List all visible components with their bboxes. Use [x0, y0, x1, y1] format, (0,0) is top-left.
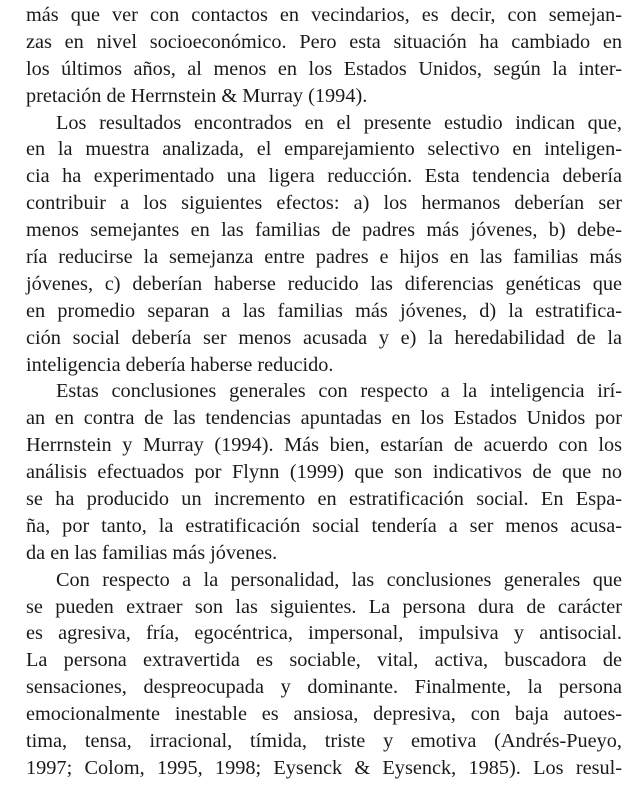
paragraph-4	[26, 567, 622, 782]
text-line: es agresiva, fría, egocéntrica, impersonal, impulsiva y antisocial.	[26, 622, 622, 645]
text-line: sensaciones, despreocupada y dominante. Finalmente, la persona	[26, 676, 622, 699]
document-page	[26, 2, 622, 782]
text-line: ción social debería ser menos acusada y e) la heredabilidad de la	[26, 326, 622, 349]
text-line: 1997; Colom, 1995, 1998; Eysenck & Eysenck, 1985). Los resul-	[26, 756, 622, 779]
text-line: ña, por tanto, la estratificación social tendería a ser menos acusa-	[26, 514, 622, 537]
text-line: an en contra de las tendencias apuntadas en los Estados Unidos por	[26, 407, 622, 430]
paragraph-1	[26, 2, 622, 110]
text-line: en la muestra analizada, el emparejamiento selectivo en inteligen-	[26, 138, 622, 161]
text-line: los últimos años, al menos en los Estados Unidos, según la inter-	[26, 57, 622, 80]
text-line: inteligencia debería haberse reducido.	[26, 353, 334, 376]
paragraph-3	[26, 378, 622, 566]
text-line: da en las familias más jóvenes.	[26, 541, 278, 564]
text-line: contribuir a los siguientes efectos: a) los hermanos deberían ser	[26, 192, 622, 215]
text-line: análisis efectuados por Flynn (1999) que son indicativos de que no	[26, 461, 622, 484]
text-line: Con respecto a la personalidad, las conclusiones generales que	[56, 568, 622, 591]
text-line: ría reducirse la semejanza entre padres e hijos en las familias más	[26, 246, 622, 269]
text-line: se ha producido un incremento en estratificación social. En Espa-	[26, 488, 622, 511]
text-line: cia ha experimentado una ligera reducción. Esta tendencia debería	[26, 165, 622, 188]
text-line: La persona extravertida es sociable, vital, activa, buscadora de	[26, 649, 622, 672]
text-line: zas en nivel socioeconómico. Pero esta situación ha cambiado en	[26, 30, 622, 53]
text-line: menos semejantes en las familias de padres más jóvenes, b) debe-	[26, 219, 622, 242]
paragraph-2	[26, 110, 622, 379]
text-line: pretación de Herrnstein & Murray (1994).	[26, 84, 368, 107]
text-line: se pueden extraer son las siguientes. La persona dura de carácter	[26, 595, 622, 618]
text-line: Estas conclusiones generales con respecto a la inteligencia irí-	[56, 380, 622, 403]
text-line: tima, tensa, irracional, tímida, triste y emotiva (Andrés-Pueyo,	[26, 730, 622, 753]
text-line: emocionalmente inestable es ansiosa, depresiva, con baja autoes-	[26, 703, 622, 726]
text-line: Los resultados encontrados en el presente estudio indican que,	[56, 111, 622, 134]
text-line: Herrnstein y Murray (1994). Más bien, estarían de acuerdo con los	[26, 434, 622, 457]
text-line: jóvenes, c) deberían haberse reducido las diferencias genéticas que	[26, 272, 622, 295]
text-line: más que ver con contactos en vecindarios, es decir, con semejan-	[26, 4, 622, 26]
text-line: en promedio separan a las familias más jóvenes, d) la estratifica-	[26, 299, 622, 322]
